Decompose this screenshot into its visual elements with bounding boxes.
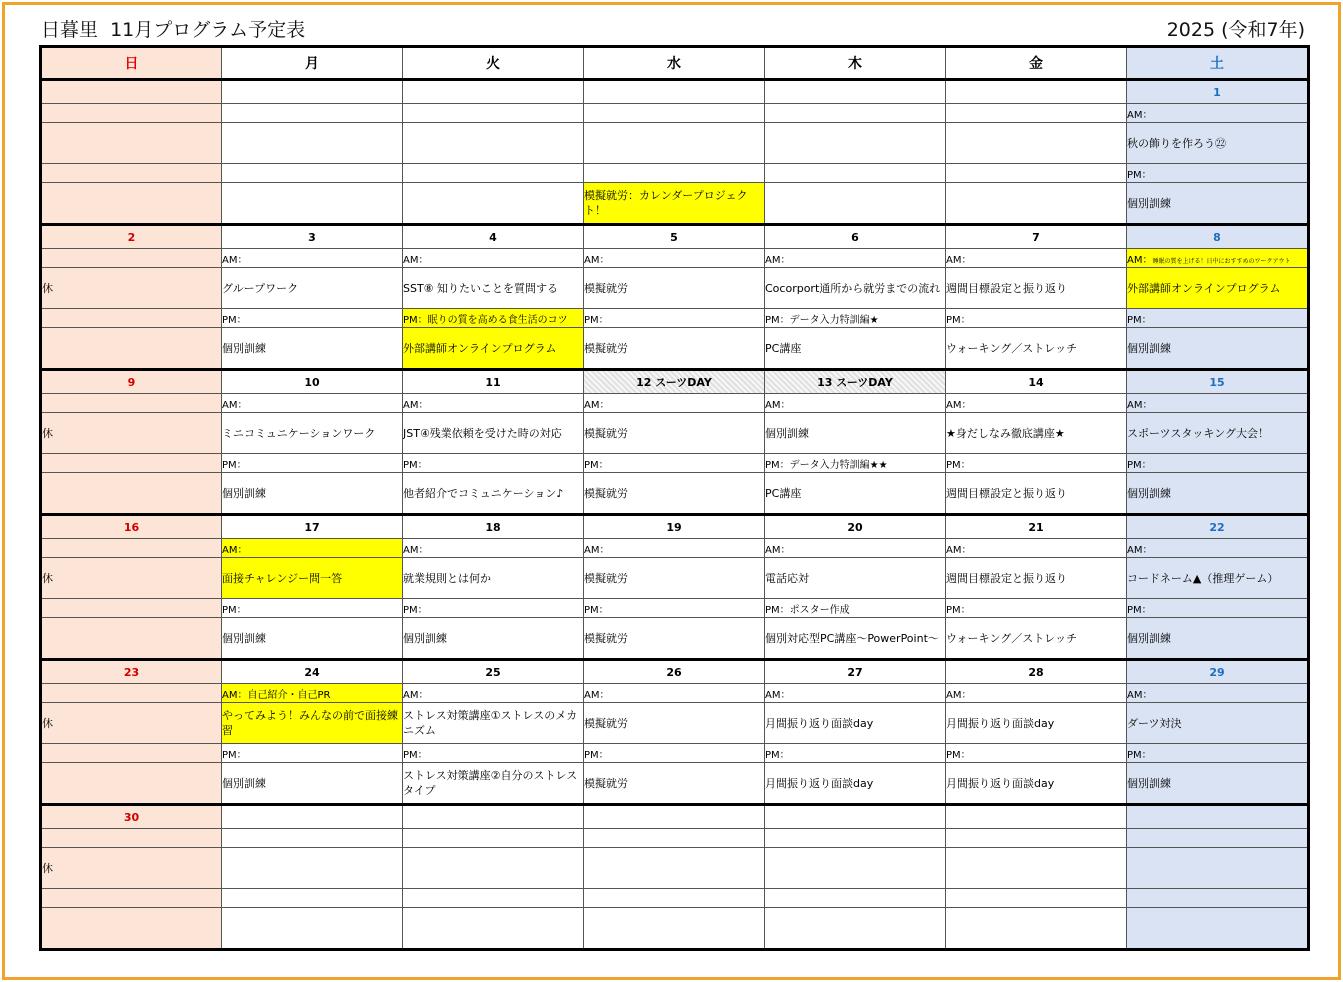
date-cell (584, 80, 765, 104)
am-label: AM： (222, 394, 403, 413)
date-cell: 17 (222, 515, 403, 539)
pm-event: 月間振り返り面談day (765, 763, 946, 805)
am-label: AM： (765, 684, 946, 703)
date-cell (765, 805, 946, 829)
am-event: コードネーム▲（推理ゲーム） (1127, 558, 1309, 599)
pm-label: PM：眠りの質を高める食生活のコツ (403, 309, 584, 328)
date-cell: 24 (222, 660, 403, 684)
am-event: やってみよう！みんなの前で面接練習 (222, 703, 403, 744)
calendar-row (41, 515, 1309, 539)
am-label: AM： (222, 539, 403, 558)
date-cell: 4 (403, 225, 584, 249)
am-label (41, 684, 222, 703)
am-label: AM： (1127, 539, 1309, 558)
pm-event: ウォーキング／ストレッチ (946, 328, 1127, 370)
pm-event (41, 908, 222, 950)
pm-label: PM： (584, 599, 765, 618)
calendar-row (41, 225, 1309, 249)
weekday-header: 金 (946, 47, 1127, 80)
am-label: AM： (946, 394, 1127, 413)
date-cell: 26 (584, 660, 765, 684)
am-event: JST④残業依頼を受けた時の対応 (403, 413, 584, 454)
weekday-header: 土 (1127, 47, 1309, 80)
am-label: AM： (222, 249, 403, 268)
pm-event (765, 908, 946, 950)
pm-label (946, 164, 1127, 183)
am-event: 月間振り返り面談day (765, 703, 946, 744)
am-event: グループワーク (222, 268, 403, 309)
calendar-row (41, 805, 1309, 829)
am-label: AM： (403, 394, 584, 413)
pm-label: PM： (946, 309, 1127, 328)
pm-label: PM： (765, 744, 946, 763)
date-cell (946, 805, 1127, 829)
pm-label: PM： (1127, 164, 1309, 183)
pm-label: PM： (1127, 744, 1309, 763)
calendar-row (41, 328, 1309, 370)
am-event: 週間目標設定と振り返り (946, 558, 1127, 599)
am-label (584, 104, 765, 123)
pm-label (946, 889, 1127, 908)
calendar-row (41, 473, 1309, 515)
date-cell (41, 80, 222, 104)
pm-event: ストレス対策講座②自分のストレスタイプ (403, 763, 584, 805)
date-cell: 25 (403, 660, 584, 684)
pm-event: ウォーキング／ストレッチ (946, 618, 1127, 660)
date-cell: 29 (1127, 660, 1309, 684)
pm-label: PM： (1127, 309, 1309, 328)
am-event: ストレス対策講座①ストレスのメカニズム (403, 703, 584, 744)
pm-label (41, 889, 222, 908)
pm-event: 模擬就労 (584, 763, 765, 805)
pm-event: 模擬就労 (584, 618, 765, 660)
pm-event (403, 183, 584, 225)
calendar-row (41, 454, 1309, 473)
pm-label (41, 454, 222, 473)
am-label (403, 829, 584, 848)
am-label: AM： (584, 539, 765, 558)
pm-event (41, 328, 222, 370)
calendar-row (41, 539, 1309, 558)
am-label (403, 104, 584, 123)
date-cell (403, 80, 584, 104)
calendar-row (41, 558, 1309, 599)
date-cell: 5 (584, 225, 765, 249)
pm-event: 個別訓練 (222, 618, 403, 660)
date-cell (946, 80, 1127, 104)
calendar-row (41, 183, 1309, 225)
am-label: AM： (765, 539, 946, 558)
calendar-row (41, 268, 1309, 309)
am-event (584, 123, 765, 164)
pm-label: PM： (403, 454, 584, 473)
date-cell (222, 805, 403, 829)
date-cell: 23 (41, 660, 222, 684)
pm-label: PM： (946, 599, 1127, 618)
date-cell: 28 (946, 660, 1127, 684)
am-label (946, 829, 1127, 848)
am-label: AM： (584, 394, 765, 413)
date-cell: 2 (41, 225, 222, 249)
date-cell: 13 スーツDAY (765, 370, 946, 394)
am-event (222, 123, 403, 164)
date-cell: 11 (403, 370, 584, 394)
date-cell: 27 (765, 660, 946, 684)
pm-event (41, 618, 222, 660)
calendar-row (41, 889, 1309, 908)
am-label: AM： (765, 249, 946, 268)
am-event (403, 123, 584, 164)
am-event: ダーツ対決 (1127, 703, 1309, 744)
weekday-header: 木 (765, 47, 946, 80)
am-event: 模擬就労 (584, 413, 765, 454)
am-event: ミニコミュニケーションワーク (222, 413, 403, 454)
am-label-note: 睡眠の質を上げる！日中におすすめのワークアウト (1152, 257, 1291, 265)
pm-label: PM： (1127, 599, 1309, 618)
pm-event (584, 908, 765, 950)
pm-event (222, 183, 403, 225)
am-label (41, 249, 222, 268)
pm-event: 個別訓練 (1127, 763, 1309, 805)
am-label-prefix: AM： (1127, 254, 1153, 266)
pm-event (946, 183, 1127, 225)
am-event: 模擬就労 (584, 268, 765, 309)
pm-label: PM： (946, 454, 1127, 473)
pm-label (41, 164, 222, 183)
pm-label: PM： (946, 744, 1127, 763)
calendar-row (41, 829, 1309, 848)
calendar-row (41, 309, 1309, 328)
am-event: 個別訓練 (765, 413, 946, 454)
holiday-label: 休 (41, 703, 222, 744)
date-cell: 14 (946, 370, 1127, 394)
calendar-row (41, 394, 1309, 413)
am-event: 就業規則とは何か (403, 558, 584, 599)
am-label (1127, 249, 1309, 268)
am-label: AM： (1127, 104, 1309, 123)
pm-event (946, 908, 1127, 950)
pm-event: 個別訓練 (403, 618, 584, 660)
am-label: AM： (946, 684, 1127, 703)
pm-label (765, 164, 946, 183)
pm-label (584, 164, 765, 183)
date-cell (222, 80, 403, 104)
date-cell: 12 スーツDAY (584, 370, 765, 394)
pm-label: PM： (222, 599, 403, 618)
pm-event: 月間振り返り面談day (946, 763, 1127, 805)
am-event (584, 848, 765, 889)
calendar-row (41, 703, 1309, 744)
am-label (41, 829, 222, 848)
am-label (41, 104, 222, 123)
date-cell: 10 (222, 370, 403, 394)
holiday-label: 休 (41, 558, 222, 599)
pm-event: 個別訓練 (222, 473, 403, 515)
calendar-row (41, 908, 1309, 950)
am-label: AM：自己紹介・自己PR (222, 684, 403, 703)
pm-label (403, 164, 584, 183)
am-event (403, 848, 584, 889)
calendar-row (41, 413, 1309, 454)
pm-event (403, 908, 584, 950)
am-event (946, 123, 1127, 164)
pm-event: 他者紹介でコミュニケーション♪ (403, 473, 584, 515)
calendar-row (41, 249, 1309, 268)
am-event: ★身だしなみ徹底講座★ (946, 413, 1127, 454)
am-label: AM： (946, 539, 1127, 558)
pm-label (765, 889, 946, 908)
am-label: AM： (403, 539, 584, 558)
program-calendar (39, 45, 1310, 951)
date-cell: 16 (41, 515, 222, 539)
am-event (765, 848, 946, 889)
pm-event: 個別訓練 (1127, 618, 1309, 660)
calendar-row (41, 684, 1309, 703)
date-cell (765, 80, 946, 104)
pm-label: PM：データ入力特訓編★★ (765, 454, 946, 473)
pm-label: PM：データ入力特訓編★ (765, 309, 946, 328)
pm-label: PM： (403, 599, 584, 618)
date-cell: 18 (403, 515, 584, 539)
date-cell: 1 (1127, 80, 1309, 104)
pm-event: 模擬就労：カレンダープロジェクト！ (584, 183, 765, 225)
pm-label (584, 889, 765, 908)
am-label (41, 394, 222, 413)
calendar-row (41, 599, 1309, 618)
pm-label: PM： (222, 744, 403, 763)
pm-event: 個別訓練 (222, 328, 403, 370)
holiday-label: 休 (41, 848, 222, 889)
am-label: AM： (765, 394, 946, 413)
am-event: 週間目標設定と振り返り (946, 268, 1127, 309)
calendar-row (41, 763, 1309, 805)
pm-event (41, 183, 222, 225)
pm-event: 外部講師オンラインプログラム (403, 328, 584, 370)
pm-event (765, 183, 946, 225)
pm-event: PC講座 (765, 328, 946, 370)
pm-label: PM： (403, 744, 584, 763)
am-label (41, 539, 222, 558)
pm-label: PM： (222, 454, 403, 473)
am-label (1127, 829, 1309, 848)
am-label: AM： (403, 249, 584, 268)
weekday-header: 火 (403, 47, 584, 80)
date-cell: 6 (765, 225, 946, 249)
date-cell: 30 (41, 805, 222, 829)
calendar-row (41, 80, 1309, 104)
am-label (222, 104, 403, 123)
am-event: Cocorport通所から就労までの流れ (765, 268, 946, 309)
am-event: 模擬就労 (584, 558, 765, 599)
pm-event: 模擬就労 (584, 473, 765, 515)
weekday-header: 月 (222, 47, 403, 80)
pm-label (403, 889, 584, 908)
am-event: 外部講師オンラインプログラム (1127, 268, 1309, 309)
pm-event (41, 473, 222, 515)
am-label: AM： (946, 249, 1127, 268)
pm-event: 個別対応型PC講座～PowerPoint～ (765, 618, 946, 660)
weekday-header: 日 (41, 47, 222, 80)
pm-event: 個別訓練 (222, 763, 403, 805)
am-event: 月間振り返り面談day (946, 703, 1127, 744)
weekday-header-row (41, 47, 1309, 80)
date-cell: 8 (1127, 225, 1309, 249)
date-cell: 9 (41, 370, 222, 394)
date-cell (584, 805, 765, 829)
am-label (946, 104, 1127, 123)
pm-label: PM： (222, 309, 403, 328)
pm-label: PM： (584, 454, 765, 473)
pm-event: 個別訓練 (1127, 183, 1309, 225)
am-label (584, 829, 765, 848)
calendar-row (41, 848, 1309, 889)
pm-event (41, 763, 222, 805)
am-event (222, 848, 403, 889)
weekday-header: 水 (584, 47, 765, 80)
date-cell: 7 (946, 225, 1127, 249)
calendar-row (41, 123, 1309, 164)
am-event: 秋の飾りを作ろう㉒ (1127, 123, 1309, 164)
am-label: AM： (584, 684, 765, 703)
page-title: 日暮里 11月プログラム予定表 (41, 19, 306, 41)
am-label: AM： (584, 249, 765, 268)
pm-label (41, 599, 222, 618)
pm-event: 個別訓練 (1127, 473, 1309, 515)
pm-label (222, 889, 403, 908)
date-cell (403, 805, 584, 829)
calendar-row (41, 744, 1309, 763)
am-event (1127, 848, 1309, 889)
am-label: AM： (1127, 394, 1309, 413)
pm-event (1127, 908, 1309, 950)
pm-label: PM： (1127, 454, 1309, 473)
am-event: 面接チャレンジー問一答 (222, 558, 403, 599)
date-cell: 21 (946, 515, 1127, 539)
am-event (946, 848, 1127, 889)
date-cell (1127, 805, 1309, 829)
calendar-row (41, 660, 1309, 684)
am-label: AM： (1127, 684, 1309, 703)
pm-event: PC講座 (765, 473, 946, 515)
am-event (765, 123, 946, 164)
pm-event: 週間目標設定と振り返り (946, 473, 1127, 515)
date-cell: 3 (222, 225, 403, 249)
calendar-row (41, 370, 1309, 394)
am-label (765, 104, 946, 123)
pm-label (222, 164, 403, 183)
am-label: AM： (403, 684, 584, 703)
holiday-label: 休 (41, 268, 222, 309)
holiday-label: 休 (41, 413, 222, 454)
calendar-sheet (2, 2, 1341, 980)
date-cell: 15 (1127, 370, 1309, 394)
pm-label (41, 309, 222, 328)
calendar-row (41, 618, 1309, 660)
am-event: スポーツスタッキング大会！ (1127, 413, 1309, 454)
calendar-row (41, 104, 1309, 123)
am-event: SST⑧ 知りたいことを質問する (403, 268, 584, 309)
am-label (765, 829, 946, 848)
pm-label: PM： (584, 309, 765, 328)
date-cell: 22 (1127, 515, 1309, 539)
year-label: 2025 (令和7年) (1166, 19, 1305, 41)
am-label (222, 829, 403, 848)
calendar-row (41, 164, 1309, 183)
date-cell: 19 (584, 515, 765, 539)
calendar-body (41, 80, 1309, 950)
pm-label (1127, 889, 1309, 908)
am-event: 電話応対 (765, 558, 946, 599)
pm-label (41, 744, 222, 763)
holiday-label (41, 123, 222, 164)
am-event: 模擬就労 (584, 703, 765, 744)
pm-event: 模擬就労 (584, 328, 765, 370)
pm-event: 個別訓練 (1127, 328, 1309, 370)
pm-event (222, 908, 403, 950)
pm-label: PM： (584, 744, 765, 763)
date-cell: 20 (765, 515, 946, 539)
pm-label: PM：ポスター作成 (765, 599, 946, 618)
